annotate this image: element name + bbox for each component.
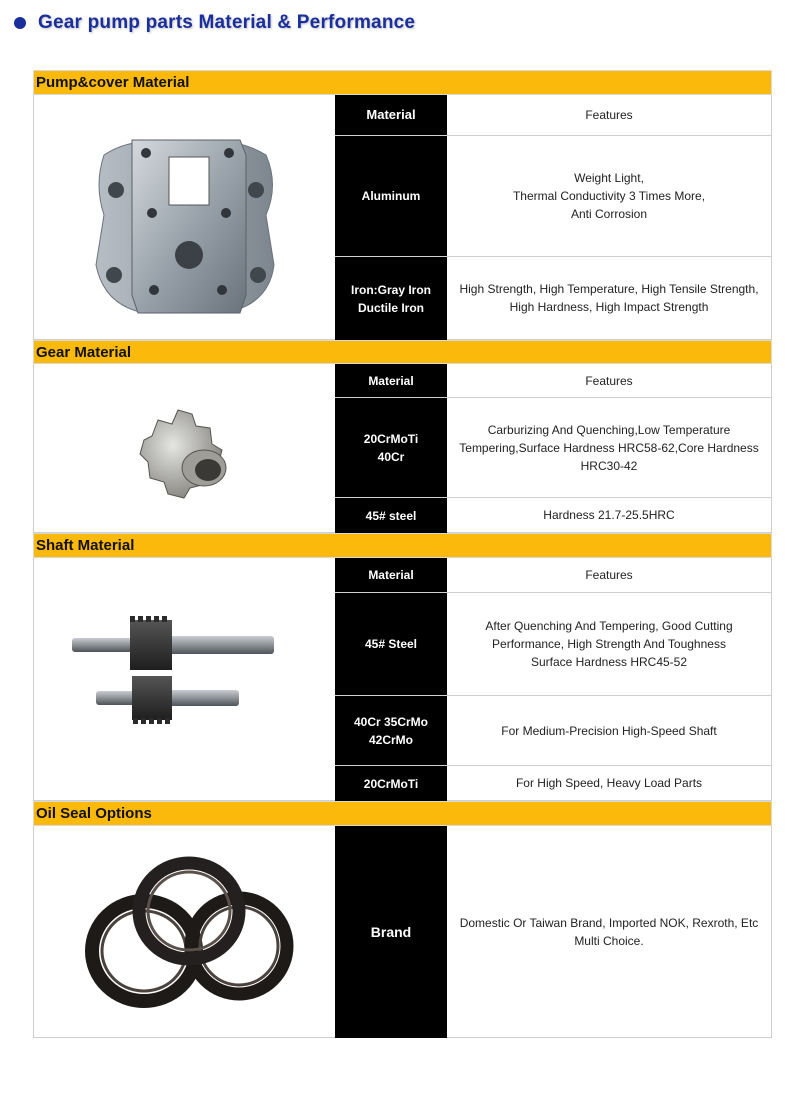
feature-line: Multi Choice. <box>574 933 644 948</box>
material-header: Material <box>335 558 447 593</box>
page-title <box>14 8 415 38</box>
features-cell <box>447 398 772 498</box>
section-shaft <box>33 533 772 801</box>
section-header-band <box>33 70 772 95</box>
section-gear <box>33 340 772 533</box>
feature-line: Surface Hardness HRC45-52 <box>530 655 688 669</box>
feature-line: Anti Corrosion <box>570 207 648 221</box>
material-cell: 20CrMoTi <box>335 766 447 801</box>
feature-line: Thermal Conductivity 3 Times More, <box>512 189 706 203</box>
material-cell <box>335 398 447 498</box>
shaft-illustration <box>34 558 334 800</box>
features-header: Features <box>447 95 772 136</box>
feature-line: For Medium-Precision High-Speed Shaft <box>501 723 717 738</box>
feature-line: Tempering,Surface Hardness HRC58-62,Core Hardness <box>459 440 759 455</box>
features-cell <box>447 826 772 1038</box>
feature-line: Hardness 21.7-25.5HRC <box>543 508 675 522</box>
feature-line: High Strength, High Temperature, High Tensile Strength, <box>459 282 759 296</box>
material-header: Material <box>335 364 447 398</box>
features-cell <box>447 766 772 801</box>
feature-line: HRC30-42 <box>580 458 638 473</box>
material-cell: Aluminum <box>335 136 447 257</box>
feature-line: Carburizing And Quenching,Low Temperature <box>487 422 731 437</box>
shaft-image <box>33 558 335 801</box>
material-text: 20CrMoTi 40Cr <box>363 431 419 464</box>
material-text: 40Cr 35CrMo 42CrMo <box>353 714 429 747</box>
gear-image <box>33 364 335 533</box>
page-title-text: Gear pump parts Material & Performance <box>38 12 416 33</box>
section-heading: Shaft Material <box>36 537 135 554</box>
features-header: Features <box>447 558 772 593</box>
bullet-icon <box>14 17 26 29</box>
feature-line: Performance, High Strength And Toughness <box>492 637 726 651</box>
feature-line: Weight Light, <box>574 171 644 185</box>
material-header: Material <box>335 95 447 136</box>
oil-seal-illustration <box>34 826 334 1037</box>
section-pump-cover <box>33 70 772 340</box>
pump-cover-image <box>33 95 335 340</box>
feature-line: After Quenching And Tempering, Good Cutting <box>485 619 733 633</box>
features-header: Features <box>447 364 772 398</box>
section-header-band <box>33 533 772 558</box>
features-cell <box>447 696 772 766</box>
section-header-band <box>33 801 772 826</box>
features-cell <box>447 593 772 696</box>
pump-cover-illustration <box>34 95 334 339</box>
features-cell <box>447 498 772 533</box>
material-cell <box>335 257 447 340</box>
material-text: Iron:Gray Iron Ductile Iron <box>350 282 431 315</box>
feature-line: Domestic Or Taiwan Brand, Imported NOK, Rexroth, Etc <box>459 915 759 930</box>
section-heading: Oil Seal Options <box>36 805 152 822</box>
section-oil-seal <box>33 801 772 1038</box>
feature-line: High Hardness, High Impact Strength <box>509 300 709 314</box>
section-heading: Gear Material <box>36 344 132 361</box>
material-cell <box>335 696 447 766</box>
material-cell: 45# steel <box>335 498 447 533</box>
features-cell <box>447 136 772 257</box>
section-header-band <box>33 340 772 364</box>
gear-illustration <box>34 364 334 532</box>
material-cell: 45# Steel <box>335 593 447 696</box>
section-heading: Pump&cover Material <box>36 74 190 91</box>
features-cell <box>447 257 772 340</box>
oil-seal-image <box>33 826 335 1038</box>
material-cell: Brand <box>335 826 447 1038</box>
feature-line: For High Speed, Heavy Load Parts <box>515 776 703 790</box>
